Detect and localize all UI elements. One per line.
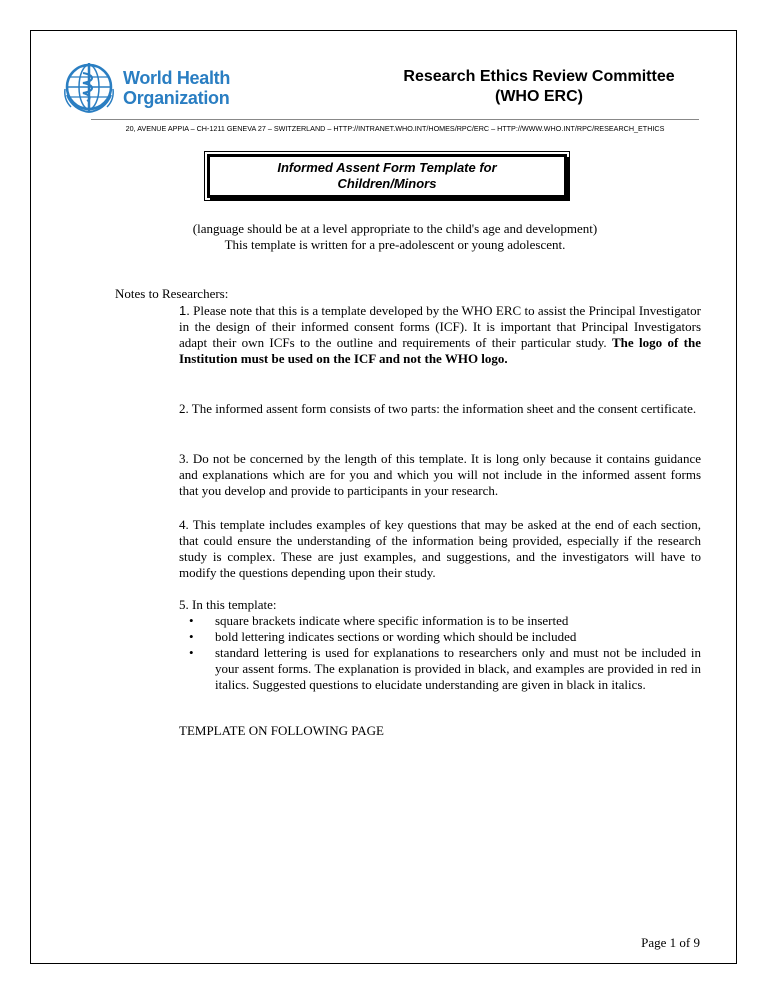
note-1-bold: The logo of the Institution must be used on the ICF and not the WHO logo. [179, 335, 701, 366]
note-1-number: 1. [179, 303, 190, 318]
who-logo [61, 59, 231, 115]
org-name [123, 68, 230, 108]
following-page-note: TEMPLATE ON FOLLOWING PAGE [179, 723, 384, 738]
title-line1: Informed Assent Form Template for [277, 160, 497, 175]
org-name-line2: Organization [123, 88, 230, 108]
who-emblem-icon [61, 59, 117, 115]
list-item: • bold lettering indicates sections or wording which should be included [189, 629, 577, 644]
intro-line1: (language should be at a level appropriate to the child's age and development) [192, 221, 598, 236]
note-5-bullets [179, 613, 701, 693]
note-2: 2. The informed assent form consists of two parts: the information sheet and the consent certificate. [179, 401, 697, 416]
list-item: • square brackets indicate where specific information is to be inserted [189, 613, 569, 628]
note-3: 3. Do not be concerned by the length of this template. It is long only because it contains guidance and explanations which are for you and which you will not include in the informed assent forms that you develop and provide to participants in your research. [179, 451, 701, 498]
list-item: • standard lettering is used for explanations to researchers only and must not be included in your assent forms. The explanation is provided in black, and examples are provided in red in italics. Suggested questions to elucidate understanding are given in black in italics. [189, 645, 701, 692]
address-line: 20, AVENUE APPIA – CH-1211 GENEVA 27 – SWITZERLAND – HTTP://INTRANET.WHO.INT/HOMES/RPC/ERC – HTTP://WWW.WHO.INT/RPC/RESEARCH_ETHICS [125, 124, 665, 133]
intro-text [91, 221, 699, 253]
page-number: Page 1 of 9 [641, 935, 700, 950]
bullet-icon: • [189, 629, 194, 644]
bullet-icon: • [189, 645, 194, 660]
note-5: 5. In this template: [179, 597, 277, 612]
notes-heading: Notes to Researchers: [115, 286, 229, 301]
title-line2: Children/Minors [337, 176, 437, 191]
title-box [204, 151, 570, 201]
note-1 [179, 303, 701, 367]
bullet-icon: • [189, 613, 194, 628]
note-4: 4. This template includes examples of key questions that may be asked at the end of each section, that could ensure the understanding of the information being provided, especially if the research study is complex. These are just examples, and suggestions, and the investigators will have to modify the questions depending upon their study. [179, 517, 701, 580]
intro-line2: This template is written for a pre-adolescent or young adolescent. [224, 237, 566, 252]
document-page [30, 30, 737, 964]
title-box-inner [207, 154, 567, 198]
note-1-text: Please note that this is a template developed by the WHO ERC to assist the Principal Investigator in the design of their informed consent forms (ICF). It is important that Principal Investigators adapt their own ICFs to the outline and requirements of their particular study. [179, 303, 701, 350]
committee-heading [379, 67, 699, 107]
committee-line2: (WHO ERC) [495, 88, 583, 105]
committee-line1: Research Ethics Review Committee [403, 68, 675, 85]
header-divider [91, 119, 699, 120]
org-name-line1: World Health [123, 68, 231, 88]
